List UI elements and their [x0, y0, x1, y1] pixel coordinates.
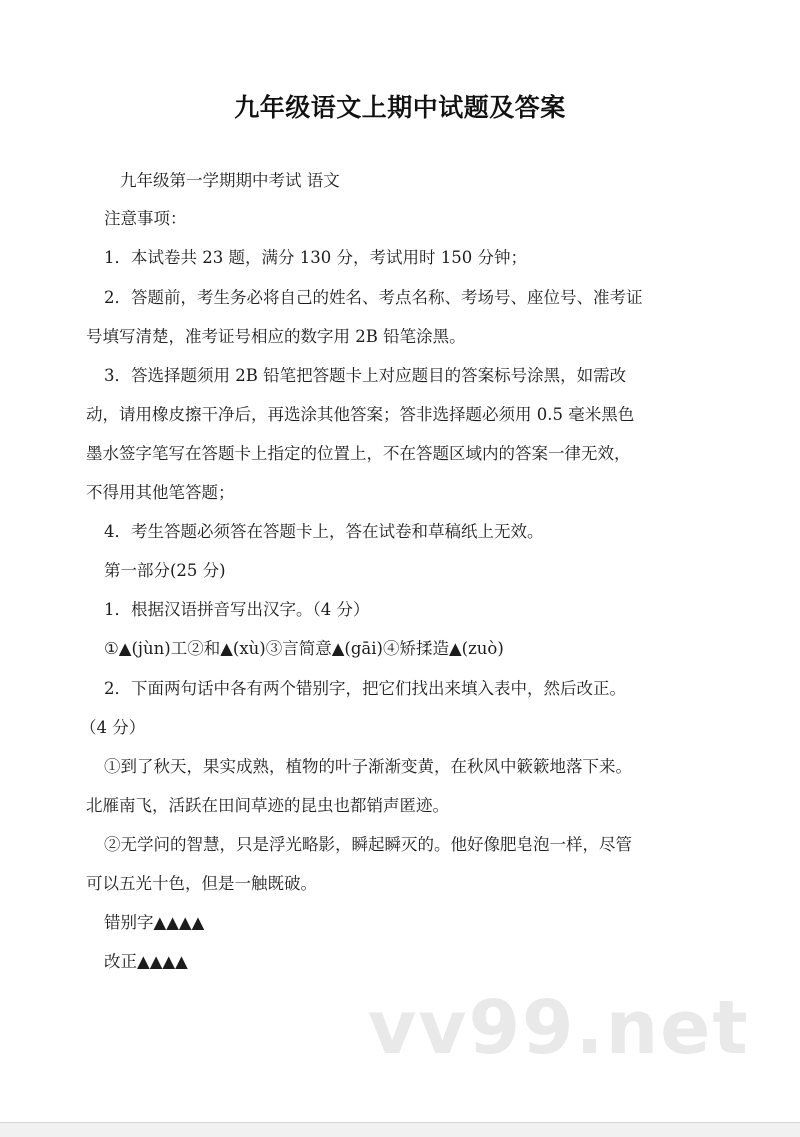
sentence-1-cont: 北雁南飞，活跃在田间草迹的昆虫也都销声匿迹。 [86, 796, 449, 815]
notice-item-3-cont-1: 动，请用橡皮擦干净后，再选涂其他答案；答非选择题必须用 0.5 毫米黑色 [86, 405, 635, 424]
notice-item-4: 4．考生答题必须答在答题卡上，答在试卷和草稿纸上无效。 [104, 522, 544, 541]
watermark: vv99.net [368, 985, 750, 1071]
section-heading: 第一部分(25 分) [104, 561, 226, 580]
corrections-row: 改正▲▲▲▲ [104, 952, 188, 971]
sentence-1: ①到了秋天，果实成熟，植物的叶子渐渐变黄，在秋风中簌簌地落下来。 [104, 757, 632, 776]
notice-item-3-cont-2: 墨水签字笔写在答题卡上指定的位置上，不在答题区域内的答案一律无效， [86, 444, 631, 463]
notice-item-3-cont-3: 不得用其他笔答题； [86, 483, 235, 502]
notice-heading: 注意事项： [104, 209, 187, 228]
exam-subtitle: 九年级第一学期期中考试 语文 [120, 171, 340, 190]
sentence-2-cont: 可以五光十色，但是一触既破。 [86, 874, 317, 893]
question-1: 1．根据汉语拼音写出汉字。（4 分） [104, 600, 370, 619]
notice-item-2-cont: 号填写清楚，准考证号相应的数字用 2B 铅笔涂黑。 [86, 327, 466, 346]
question-2: 2．下面两句话中各有两个错别字，把它们找出来填入表中，然后改正。 [104, 679, 626, 698]
question-1-items: ①▲(jùn)工②和▲(xù)③言简意▲(gāi)④矫揉造▲(zuò) [104, 639, 504, 658]
wrong-chars-row: 错别字▲▲▲▲ [104, 913, 205, 932]
document-title: 九年级语文上期中试题及答案 [234, 93, 566, 122]
notice-item-3: 3．答选择题须用 2B 铅笔把答题卡上对应题目的答案标号涂黑，如需改 [104, 366, 627, 385]
notice-item-2: 2．答题前，考生务必将自己的姓名、考点名称、考场号、座位号、准考证 [104, 288, 643, 307]
notice-item-1: 1．本试卷共 23 题，满分 130 分，考试用时 150 分钟； [104, 248, 527, 267]
sentence-2: ②无学问的智慧，只是浮光略影，瞬起瞬灭的。他好像肥皂泡一样，尽管 [104, 835, 632, 854]
question-2-points: （4 分） [80, 718, 146, 737]
